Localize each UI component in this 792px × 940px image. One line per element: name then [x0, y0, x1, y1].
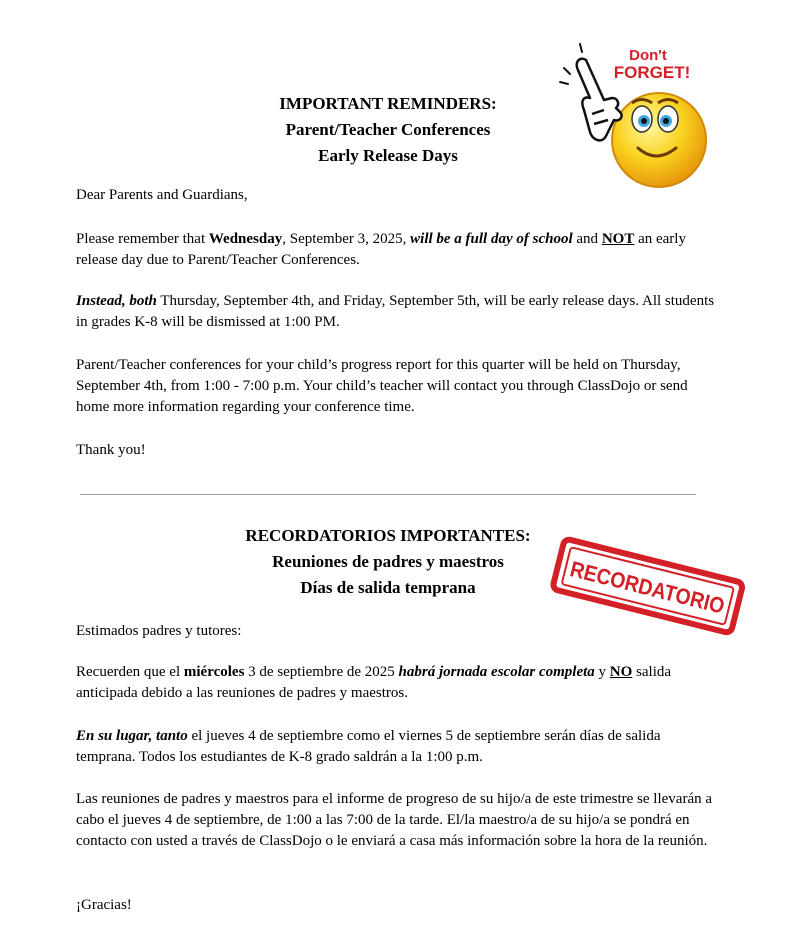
english-heading: IMPORTANT REMINDERS: — [279, 94, 497, 113]
dont-forget-line1: Don't — [629, 47, 667, 64]
spanish-subheading-conferences: Reuniones de padres y maestros — [272, 552, 504, 571]
spanish-subheading-early-release: Días de salida temprana — [300, 578, 476, 597]
dont-forget-line2: FORGET! — [613, 63, 691, 82]
section-divider — [80, 494, 696, 495]
english-closing: Thank you! — [76, 442, 146, 458]
english-subheading-conferences: Parent/Teacher Conferences — [285, 120, 491, 139]
english-paragraph-1: Please remember that Wednesday, September 3, 2025, will be a full day of school and NOT an early release day due to Parent/Teacher Conferences. — [76, 231, 686, 268]
spanish-closing: ¡Gracias! — [76, 897, 132, 913]
spanish-paragraph-1: Recuerden que el miércoles 3 de septiembre de 2025 habrá jornada escolar completa y NO salida anticipada debido a las reuniones de padres y maestros. — [76, 664, 672, 701]
english-paragraph-3: Parent/Teacher conferences for your child’s progress report for this quarter will be held on Thursday, September 4th, from 1:00 - 7:00 p.m. Your child’s teacher will contact you through ClassDojo or send home more information regarding your conference time. — [76, 357, 688, 415]
spanish-salutation: Estimados padres y tutores: — [76, 623, 242, 639]
stamp-text: RECORDATORIO — [567, 556, 748, 624]
spanish-paragraph-3: Las reuniones de padres y maestros para el informe de progreso de su hijo/a de este trimestre se llevarán a cabo el jueves 4 de septiembre, de 1:00 a las 7:00 de la tarde. El/la maestro/a de su hijo/a se pondrá en contacto con usted a través de ClassDojo o le enviará a casa más información sobre la hora de la reunión. — [76, 791, 713, 849]
smiley-finger-icon — [556, 40, 716, 200]
rubber-stamp-icon — [544, 528, 752, 642]
english-paragraph-2: Instead, both Thursday, September 4th, and Friday, September 5th, will be early release days. All students in grades K-8 will be dismissed at 1:00 PM. — [76, 293, 715, 330]
spanish-heading: RECORDATORIOS IMPORTANTES: — [245, 526, 531, 545]
spanish-paragraph-2: En su lugar, tanto el jueves 4 de septiembre como el viernes 5 de septiembre serán días de salida temprana. Todos los estudiantes de K-8 grado saldrán a la 1:00 p.m. — [76, 728, 661, 765]
english-subheading-early-release: Early Release Days — [318, 146, 458, 165]
english-salutation: Dear Parents and Guardians, — [76, 187, 248, 203]
